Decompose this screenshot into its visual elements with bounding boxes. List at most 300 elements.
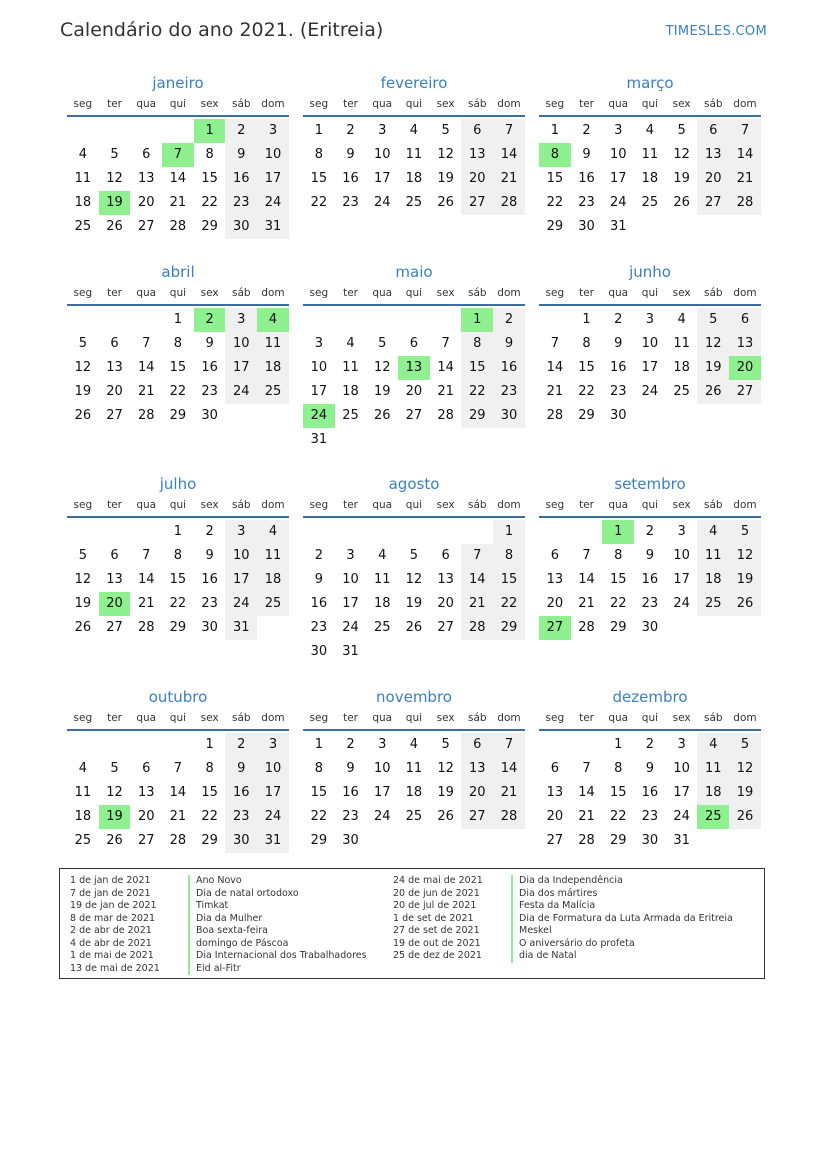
holiday-day-cell: 19	[99, 805, 131, 829]
weekday-label: dom	[733, 98, 757, 110]
day-cell: 26	[437, 809, 454, 824]
day-cell: 1	[314, 737, 323, 752]
day-cell: 31	[673, 833, 690, 848]
day-cell: 20	[697, 167, 729, 191]
month-julho	[67, 474, 289, 640]
weekday-label: qua	[136, 98, 157, 110]
day-cell: 19	[729, 781, 761, 805]
month-setembro	[539, 474, 761, 640]
day-grid	[303, 520, 525, 664]
weekday-header	[539, 95, 761, 117]
brand-link[interactable]: TIMESLES.COM	[665, 24, 767, 39]
legend-date: 25 de dez de 2021	[393, 950, 482, 961]
legend-holiday-name: Dia dos mártires	[511, 888, 597, 901]
day-cell: 27	[137, 833, 155, 848]
day-cell: 8	[314, 761, 323, 776]
legend-date: 27 de set de 2021	[393, 925, 480, 936]
month-name: julho	[159, 475, 197, 493]
weekday-label: qua	[608, 712, 629, 724]
day-cell: 22	[201, 195, 218, 210]
day-cell: 24	[257, 191, 289, 215]
day-cell: 17	[641, 360, 659, 375]
day-cell: 28	[169, 219, 187, 234]
day-cell: 19	[729, 568, 761, 592]
weekday-label: ter	[107, 287, 122, 299]
day-cell: 27	[461, 191, 493, 215]
legend-date: 7 de jan de 2021	[70, 887, 151, 899]
weekday-label: seg	[73, 98, 93, 110]
day-cell: 1	[314, 123, 323, 138]
day-cell: 20	[137, 809, 155, 824]
day-cell: 20	[106, 384, 123, 399]
day-cell: 7	[142, 336, 151, 351]
legend-row	[393, 888, 733, 901]
weekday-label: sáb	[231, 499, 251, 511]
day-cell: 5	[110, 147, 119, 162]
day-cell: 22	[169, 384, 187, 399]
legend-date: 20 de jun de 2021	[393, 887, 480, 899]
day-cell: 20	[137, 195, 155, 210]
weekday-label: seg	[309, 98, 329, 110]
day-cell: 13	[546, 572, 564, 587]
day-cell: 29	[310, 833, 328, 848]
weekday-label: sex	[200, 98, 219, 110]
empty-cell	[130, 520, 162, 544]
weekday-label: sáb	[703, 712, 723, 724]
day-cell: 16	[578, 171, 595, 186]
day-cell: 16	[493, 356, 525, 380]
day-cell: 11	[74, 171, 92, 186]
weekday-label: dom	[261, 287, 285, 299]
day-cell: 29	[493, 616, 525, 640]
day-cell: 31	[310, 432, 328, 447]
day-cell: 13	[137, 785, 155, 800]
weekday-label: dom	[261, 499, 285, 511]
day-cell: 22	[493, 592, 525, 616]
day-cell: 21	[546, 384, 564, 399]
day-cell: 24	[373, 195, 391, 210]
day-cell: 29	[578, 408, 595, 423]
day-cell: 20	[546, 596, 564, 611]
day-cell: 18	[697, 568, 729, 592]
weekday-label: qui	[405, 287, 423, 299]
legend-date: 1 de mai de 2021	[70, 950, 154, 961]
day-cell: 16	[609, 360, 627, 375]
day-cell: 27	[405, 408, 423, 423]
day-cell: 14	[137, 360, 155, 375]
empty-cell	[303, 308, 335, 332]
day-cell: 2	[346, 123, 355, 138]
legend-date: 8 de mar de 2021	[70, 912, 156, 924]
legend-holiday-name: Meskel	[511, 925, 552, 938]
legend-row	[70, 963, 367, 976]
day-cell: 21	[729, 167, 761, 191]
legend-row	[70, 888, 367, 901]
empty-cell	[539, 520, 571, 544]
weekday-header	[303, 496, 525, 518]
day-cell: 5	[441, 737, 450, 752]
day-cell: 8	[493, 544, 525, 568]
empty-cell	[335, 520, 367, 544]
day-cell: 27	[729, 380, 761, 404]
empty-cell	[461, 520, 493, 544]
day-cell: 9	[614, 336, 623, 351]
empty-cell	[398, 520, 430, 544]
weekday-label: qua	[608, 287, 629, 299]
day-grid	[303, 119, 525, 215]
day-cell: 8	[173, 548, 183, 563]
day-cell: 28	[137, 408, 155, 423]
day-cell: 27	[437, 620, 454, 635]
empty-cell	[539, 308, 571, 332]
day-cell: 1	[205, 737, 214, 752]
day-cell: 21	[493, 167, 525, 191]
day-cell: 3	[346, 548, 355, 563]
holiday-day-cell: 27	[539, 616, 571, 640]
month-novembro	[303, 687, 525, 853]
day-cell: 9	[645, 761, 655, 776]
day-cell: 18	[697, 781, 729, 805]
day-cell: 14	[729, 143, 761, 167]
day-cell: 31	[225, 616, 257, 640]
weekday-label: seg	[545, 712, 565, 724]
weekday-label: seg	[545, 287, 565, 299]
day-cell: 12	[74, 360, 92, 375]
legend-holiday-name: Dia Internacional dos Trabalhadores	[188, 950, 367, 963]
day-cell: 1	[614, 737, 623, 752]
empty-cell	[162, 733, 194, 757]
day-cell: 23	[609, 384, 627, 399]
day-cell: 14	[137, 572, 155, 587]
holiday-day-cell: 13	[398, 356, 430, 380]
day-cell: 5	[378, 336, 387, 351]
holiday-day-cell: 20	[99, 592, 131, 616]
day-cell: 24	[673, 809, 690, 824]
weekday-label: seg	[309, 712, 329, 724]
weekday-label: qui	[169, 499, 187, 511]
day-cell: 4	[78, 761, 87, 776]
month-junho	[539, 262, 761, 428]
holiday-day-cell: 7	[162, 143, 194, 167]
day-cell: 18	[673, 360, 690, 375]
day-cell: 21	[578, 809, 595, 824]
day-cell: 16	[641, 572, 659, 587]
day-cell: 15	[546, 171, 564, 186]
day-cell: 20	[461, 167, 493, 191]
day-cell: 24	[609, 195, 627, 210]
month-name: maio	[395, 263, 433, 281]
day-cell: 21	[137, 384, 155, 399]
day-cell: 5	[729, 520, 761, 544]
weekday-label: qui	[405, 499, 423, 511]
legend-date: 19 de out de 2021	[393, 937, 481, 949]
weekday-label: dom	[497, 287, 521, 299]
legend-date: 24 de mai de 2021	[393, 875, 483, 886]
holiday-day-cell: 8	[539, 143, 571, 167]
weekday-label: seg	[309, 499, 329, 511]
day-cell: 3	[225, 308, 257, 332]
legend-row	[70, 875, 367, 888]
day-cell: 26	[106, 219, 123, 234]
weekday-label: seg	[73, 712, 93, 724]
day-cell: 6	[461, 119, 493, 143]
weekday-label: sex	[436, 499, 455, 511]
day-cell: 18	[257, 568, 289, 592]
weekday-label: seg	[73, 287, 93, 299]
day-cell: 23	[493, 380, 525, 404]
day-cell: 6	[110, 336, 119, 351]
day-cell: 28	[546, 408, 564, 423]
day-cell: 12	[106, 785, 123, 800]
day-cell: 18	[405, 785, 423, 800]
day-cell: 14	[169, 171, 187, 186]
weekday-label: sex	[672, 98, 691, 110]
holiday-day-cell: 19	[99, 191, 131, 215]
month-name: dezembro	[612, 688, 688, 706]
empty-cell	[67, 119, 99, 143]
day-cell: 3	[378, 123, 387, 138]
day-cell: 17	[673, 572, 690, 587]
day-cell: 13	[461, 143, 493, 167]
weekday-label: sáb	[703, 287, 723, 299]
weekday-header	[539, 709, 761, 731]
legend-row	[70, 925, 367, 938]
day-cell: 25	[342, 408, 359, 423]
day-cell: 10	[342, 572, 359, 587]
day-cell: 10	[225, 332, 257, 356]
holiday-day-cell: 2	[194, 308, 226, 332]
empty-cell	[366, 308, 398, 332]
day-cell: 19	[74, 596, 92, 611]
weekday-label: seg	[309, 287, 329, 299]
weekday-header	[303, 284, 525, 306]
day-cell: 15	[310, 785, 328, 800]
day-cell: 13	[137, 171, 155, 186]
holiday-legend	[59, 868, 765, 979]
day-grid	[67, 520, 289, 640]
day-cell: 23	[578, 195, 595, 210]
day-cell: 2	[205, 524, 214, 539]
day-cell: 18	[373, 596, 391, 611]
day-cell: 25	[74, 219, 92, 234]
day-cell: 10	[257, 757, 289, 781]
day-cell: 23	[641, 809, 659, 824]
weekday-label: dom	[261, 98, 285, 110]
legend-holiday-name: Eid al-Fitr	[188, 963, 241, 976]
day-cell: 28	[578, 833, 595, 848]
legend-holiday-name: Dia de Formatura da Luta Armada da Eritreia	[511, 913, 733, 926]
weekday-label: qua	[372, 499, 393, 511]
day-cell: 13	[106, 360, 123, 375]
weekday-label: qui	[169, 287, 187, 299]
legend-row	[70, 900, 367, 913]
day-cell: 27	[137, 219, 155, 234]
day-cell: 28	[137, 620, 155, 635]
day-cell: 12	[405, 572, 423, 587]
day-cell: 12	[673, 147, 690, 162]
day-cell: 26	[673, 195, 690, 210]
day-cell: 17	[673, 785, 690, 800]
weekday-label: ter	[579, 98, 594, 110]
day-cell: 5	[78, 548, 87, 563]
day-cell: 14	[461, 568, 493, 592]
day-cell: 1	[582, 312, 591, 327]
day-cell: 15	[169, 572, 187, 587]
day-cell: 6	[550, 548, 559, 563]
day-cell: 15	[609, 785, 627, 800]
day-cell: 28	[461, 616, 493, 640]
day-cell: 4	[409, 737, 419, 752]
empty-cell	[366, 520, 398, 544]
day-cell: 18	[405, 171, 423, 186]
weekday-label: seg	[545, 499, 565, 511]
day-cell: 16	[342, 785, 359, 800]
day-cell: 10	[257, 143, 289, 167]
weekday-label: ter	[343, 499, 358, 511]
day-cell: 2	[582, 123, 591, 138]
weekday-header	[67, 496, 289, 518]
day-cell: 12	[74, 572, 92, 587]
holiday-day-cell: 1	[461, 308, 493, 332]
month-name: abril	[161, 263, 195, 281]
day-cell: 14	[578, 785, 595, 800]
empty-cell	[99, 119, 131, 143]
day-cell: 6	[142, 147, 151, 162]
day-cell: 2	[314, 548, 323, 563]
legend-date: 19 de jan de 2021	[70, 900, 157, 911]
day-cell: 23	[310, 620, 328, 635]
day-grid	[539, 733, 761, 853]
weekday-label: sex	[436, 712, 455, 724]
day-cell: 17	[310, 384, 328, 399]
legend-row	[70, 950, 367, 963]
holiday-day-cell: 24	[303, 404, 335, 428]
day-cell: 21	[493, 781, 525, 805]
day-cell: 25	[405, 809, 423, 824]
day-cell: 7	[441, 336, 450, 351]
day-cell: 30	[578, 219, 595, 234]
weekday-header	[67, 284, 289, 306]
day-grid	[67, 308, 289, 428]
day-cell: 3	[257, 119, 289, 143]
month-name: agosto	[388, 475, 440, 493]
day-cell: 14	[493, 143, 525, 167]
weekday-label: sex	[672, 287, 691, 299]
day-cell: 25	[257, 592, 289, 616]
day-cell: 29	[201, 833, 218, 848]
day-cell: 5	[441, 123, 450, 138]
day-cell: 11	[342, 360, 359, 375]
holiday-day-cell: 25	[697, 805, 729, 829]
day-cell: 11	[673, 336, 690, 351]
weekday-label: sex	[672, 712, 691, 724]
day-cell: 10	[673, 548, 690, 563]
day-cell: 28	[169, 833, 187, 848]
day-cell: 30	[493, 404, 525, 428]
day-cell: 30	[310, 644, 328, 659]
day-cell: 27	[106, 408, 123, 423]
day-cell: 19	[437, 785, 454, 800]
day-cell: 14	[437, 360, 454, 375]
holiday-day-cell: 20	[729, 356, 761, 380]
day-cell: 5	[409, 548, 419, 563]
day-cell: 23	[225, 805, 257, 829]
day-cell: 28	[578, 620, 595, 635]
day-cell: 7	[582, 761, 591, 776]
day-cell: 8	[314, 147, 323, 162]
day-cell: 21	[578, 596, 595, 611]
weekday-label: sáb	[231, 712, 251, 724]
weekday-header	[67, 95, 289, 117]
day-cell: 18	[641, 171, 659, 186]
day-cell: 24	[373, 809, 391, 824]
weekday-label: seg	[73, 499, 93, 511]
day-cell: 13	[461, 757, 493, 781]
day-cell: 17	[342, 596, 359, 611]
empty-cell	[67, 733, 99, 757]
weekday-header	[67, 709, 289, 731]
weekday-label: qui	[405, 712, 423, 724]
day-cell: 16	[225, 781, 257, 805]
day-cell: 16	[201, 572, 218, 587]
weekday-label: sex	[200, 287, 219, 299]
day-cell: 8	[614, 761, 623, 776]
day-cell: 25	[641, 195, 659, 210]
day-cell: 15	[201, 171, 218, 186]
empty-cell	[303, 520, 335, 544]
day-cell: 24	[641, 384, 659, 399]
day-cell: 2	[614, 312, 623, 327]
day-cell: 22	[169, 596, 187, 611]
day-cell: 9	[205, 336, 214, 351]
weekday-label: dom	[497, 712, 521, 724]
month-name: novembro	[376, 688, 452, 706]
weekday-label: sex	[200, 712, 219, 724]
day-cell: 30	[225, 215, 257, 239]
day-cell: 15	[461, 356, 493, 380]
legend-date: 13 de mai de 2021	[70, 962, 160, 974]
day-cell: 19	[437, 171, 454, 186]
day-cell: 4	[409, 123, 419, 138]
day-cell: 29	[609, 620, 627, 635]
empty-cell	[99, 308, 131, 332]
day-cell: 3	[677, 737, 686, 752]
day-cell: 14	[578, 572, 595, 587]
month-março	[539, 73, 761, 239]
weekday-label: ter	[343, 98, 358, 110]
weekday-label: dom	[733, 499, 757, 511]
day-cell: 31	[257, 215, 289, 239]
weekday-label: qui	[169, 98, 187, 110]
day-cell: 15	[493, 568, 525, 592]
empty-cell	[430, 520, 462, 544]
day-cell: 11	[641, 147, 659, 162]
day-cell: 3	[645, 312, 655, 327]
page-title: Calendário do ano 2021. (Eritreia)	[60, 19, 384, 41]
legend-row	[393, 950, 733, 963]
day-cell: 21	[169, 195, 187, 210]
day-cell: 26	[405, 620, 423, 635]
day-grid	[67, 119, 289, 239]
day-cell: 25	[405, 195, 423, 210]
day-cell: 23	[201, 384, 218, 399]
day-cell: 23	[342, 809, 359, 824]
day-cell: 31	[257, 829, 289, 853]
day-cell: 23	[342, 195, 359, 210]
day-cell: 25	[373, 620, 391, 635]
day-cell: 22	[310, 195, 328, 210]
legend-date: 4 de abr de 2021	[70, 937, 152, 949]
